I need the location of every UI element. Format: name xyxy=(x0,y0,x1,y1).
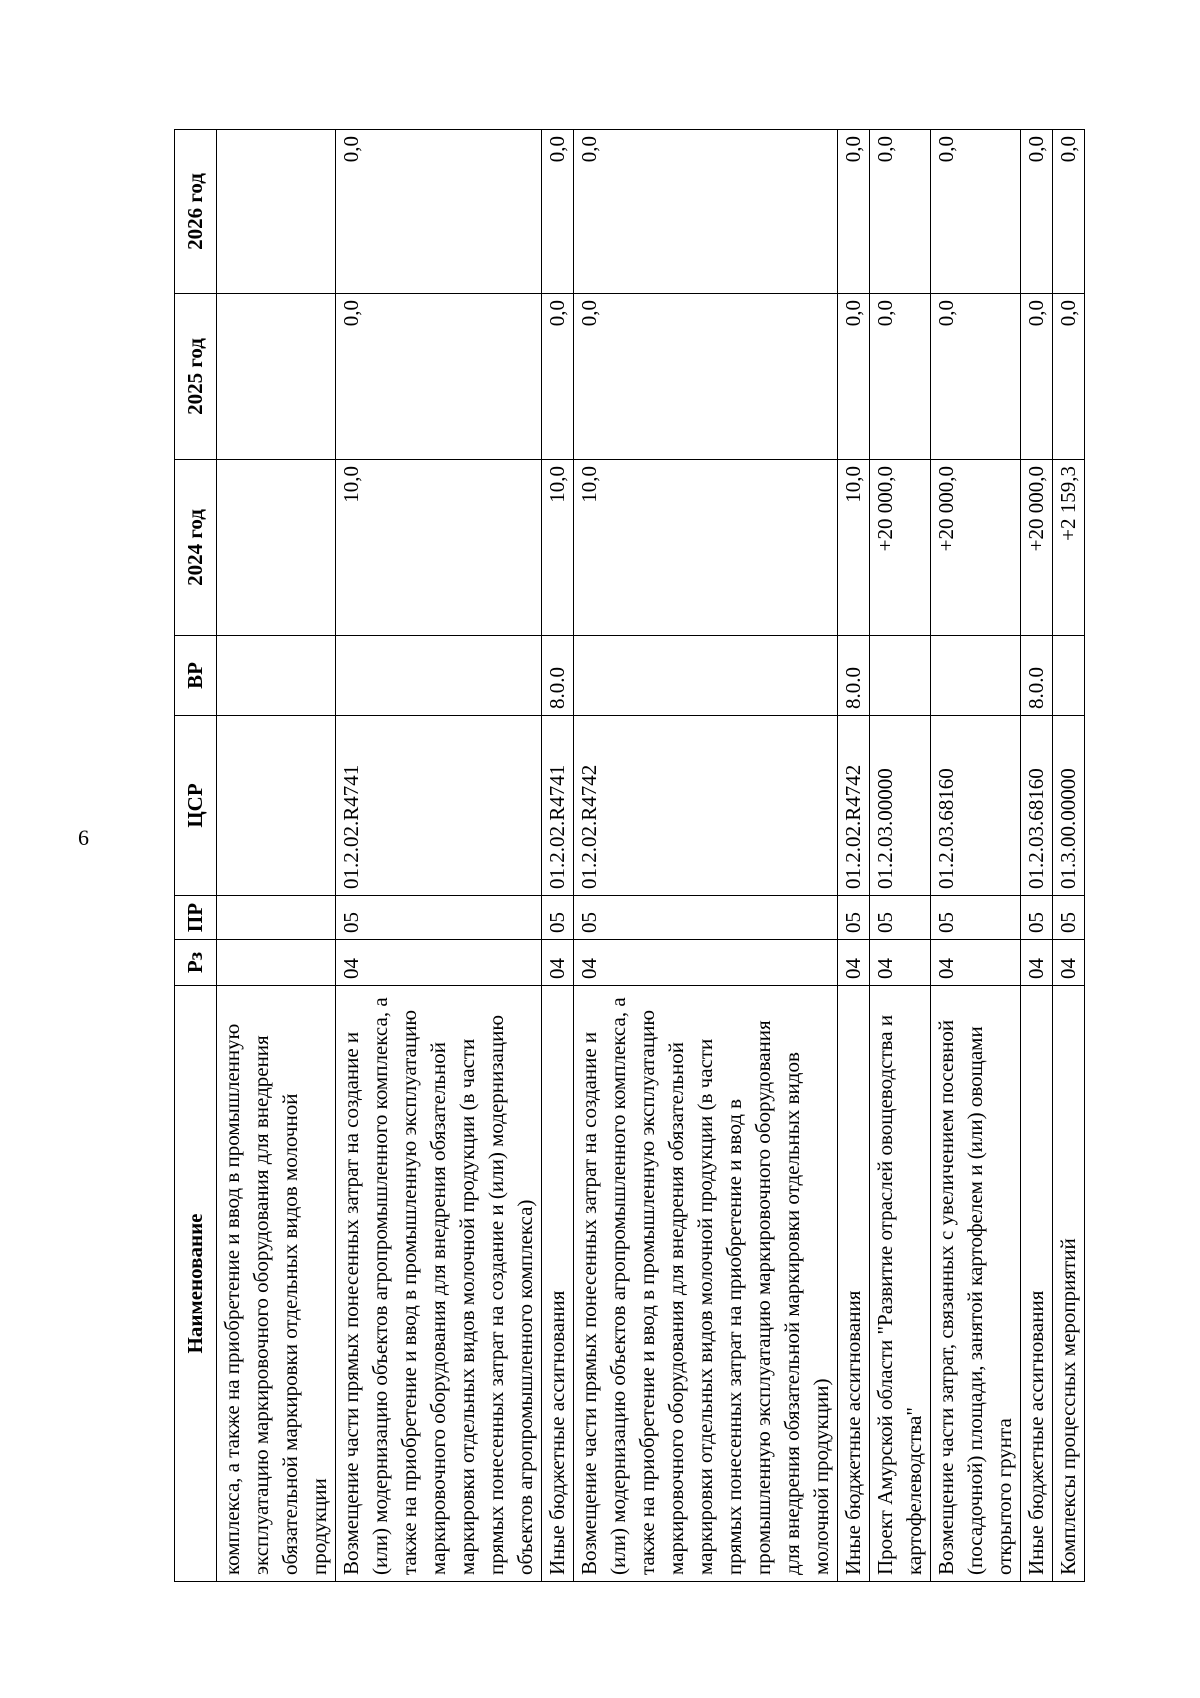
row-csr: 01.2.02.R4742 xyxy=(574,716,838,896)
table-row xyxy=(931,130,1021,1582)
header-2026: 2026 год xyxy=(175,130,217,294)
row-pr: 05 xyxy=(870,896,931,940)
row-pr: 05 xyxy=(542,896,574,940)
header-2024: 2024 год xyxy=(175,460,217,636)
row-2024 xyxy=(217,460,336,636)
table-row xyxy=(870,130,931,1582)
table-row xyxy=(574,130,838,1582)
header-vr: ВР xyxy=(175,636,217,716)
row-2024: +20 000,0 xyxy=(931,460,1021,636)
row-name: Иные бюджетные ассигнования xyxy=(838,986,870,1582)
row-2026 xyxy=(217,130,336,294)
row-rz: 04 xyxy=(931,940,1021,986)
row-2024: +20 000,0 xyxy=(870,460,931,636)
table-row xyxy=(217,130,336,1582)
row-pr: 05 xyxy=(574,896,838,940)
row-pr: 05 xyxy=(838,896,870,940)
row-csr: 01.2.03.00000 xyxy=(870,716,931,896)
row-rz: 04 xyxy=(1053,940,1085,986)
row-pr: 05 xyxy=(931,896,1021,940)
row-2024: 10,0 xyxy=(336,460,542,636)
row-vr: 8.0.0 xyxy=(838,636,870,716)
row-csr: 01.2.02.R4741 xyxy=(336,716,542,896)
table-row xyxy=(336,130,542,1582)
row-vr xyxy=(931,636,1021,716)
header-2025: 2025 год xyxy=(175,294,217,460)
row-csr: 01.2.02.R4741 xyxy=(542,716,574,896)
row-rz: 04 xyxy=(542,940,574,986)
row-2025: 0,0 xyxy=(1053,294,1085,460)
row-name: Возмещение части прямых понесенных затрат на создание и (или) модернизацию объектов агропромышленного комплекса, а также на приобретение и ввод в промышленную эксплуатацию маркировочного оборудования для внедрения обязательной маркировки отдельных видов молочной продукции (в части прямых понесенных затрат на создание и (или) модернизацию объектов агропромышленного комплекса) xyxy=(336,986,542,1582)
row-csr: 01.3.00.00000 xyxy=(1053,716,1085,896)
row-2024: +2 159,3 xyxy=(1053,460,1085,636)
row-2025: 0,0 xyxy=(336,294,542,460)
row-2026: 0,0 xyxy=(336,130,542,294)
page-number: 6 xyxy=(78,825,89,850)
row-vr xyxy=(870,636,931,716)
table-row xyxy=(1021,130,1053,1582)
row-vr xyxy=(574,636,838,716)
row-vr xyxy=(1053,636,1085,716)
row-name: Проект Амурской области "Развитие отраслей овощеводства и картофелеводства" xyxy=(870,986,931,1582)
budget-table xyxy=(174,129,1085,1582)
row-2026: 0,0 xyxy=(574,130,838,294)
row-vr xyxy=(217,636,336,716)
header-pr: ПР xyxy=(175,896,217,940)
row-2025: 0,0 xyxy=(1021,294,1053,460)
row-vr: 8.0.0 xyxy=(542,636,574,716)
row-2025: 0,0 xyxy=(870,294,931,460)
row-2025 xyxy=(217,294,336,460)
row-2026: 0,0 xyxy=(1053,130,1085,294)
row-2025: 0,0 xyxy=(542,294,574,460)
row-2024: 10,0 xyxy=(574,460,838,636)
row-rz: 04 xyxy=(870,940,931,986)
row-name: комплекса, а также на приобретение и ввод в промышленную эксплуатацию маркировочного оборудования для внедрения обязательной маркировки отдельных видов молочной продукции xyxy=(217,986,336,1582)
row-rz xyxy=(217,940,336,986)
row-vr: 8.0.0 xyxy=(1021,636,1053,716)
row-2025: 0,0 xyxy=(574,294,838,460)
row-2024: 10,0 xyxy=(542,460,574,636)
row-pr: 05 xyxy=(1021,896,1053,940)
rotated-budget-table-container xyxy=(174,130,1080,1582)
row-csr: 01.2.02.R4742 xyxy=(838,716,870,896)
table-row xyxy=(1053,130,1085,1582)
row-2026: 0,0 xyxy=(1021,130,1053,294)
row-name: Иные бюджетные ассигнования xyxy=(542,986,574,1582)
row-csr xyxy=(217,716,336,896)
row-vr xyxy=(336,636,542,716)
row-2026: 0,0 xyxy=(931,130,1021,294)
row-name: Возмещение части затрат, связанных с увеличением посевной (посадочной) площади, занятой картофелем и (или) овощами открытого грунта xyxy=(931,986,1021,1582)
row-name: Иные бюджетные ассигнования xyxy=(1021,986,1053,1582)
table-row xyxy=(542,130,574,1582)
row-pr xyxy=(217,896,336,940)
row-csr: 01.2.03.68160 xyxy=(1021,716,1053,896)
row-2024: 10,0 xyxy=(838,460,870,636)
row-name: Возмещение части прямых понесенных затрат на создание и (или) модернизацию объектов агропромышленного комплекса, а также на приобретение и ввод в промышленную эксплуатацию маркировочного оборудования для внедрения обязательной маркировки отдельных видов молочной продукции (в части прямых понесенных затрат на приобретение и ввод в промышленную эксплуатацию маркировочного оборудования для внедрения обязательной маркировки отдельных видов молочной продукции) xyxy=(574,986,838,1582)
row-2026: 0,0 xyxy=(870,130,931,294)
row-2024: +20 000,0 xyxy=(1021,460,1053,636)
row-pr: 05 xyxy=(1053,896,1085,940)
header-rz: Рз xyxy=(175,940,217,986)
row-2025: 0,0 xyxy=(931,294,1021,460)
row-csr: 01.2.03.68160 xyxy=(931,716,1021,896)
table-row xyxy=(838,130,870,1582)
header-name: Наименование xyxy=(175,986,217,1582)
row-2026: 0,0 xyxy=(838,130,870,294)
row-2026: 0,0 xyxy=(542,130,574,294)
row-pr: 05 xyxy=(336,896,542,940)
row-name: Комплексы процессных мероприятий xyxy=(1053,986,1085,1582)
header-row xyxy=(175,130,217,1582)
row-rz: 04 xyxy=(336,940,542,986)
row-rz: 04 xyxy=(574,940,838,986)
row-rz: 04 xyxy=(1021,940,1053,986)
row-2025: 0,0 xyxy=(838,294,870,460)
row-rz: 04 xyxy=(838,940,870,986)
header-csr: ЦСР xyxy=(175,716,217,896)
